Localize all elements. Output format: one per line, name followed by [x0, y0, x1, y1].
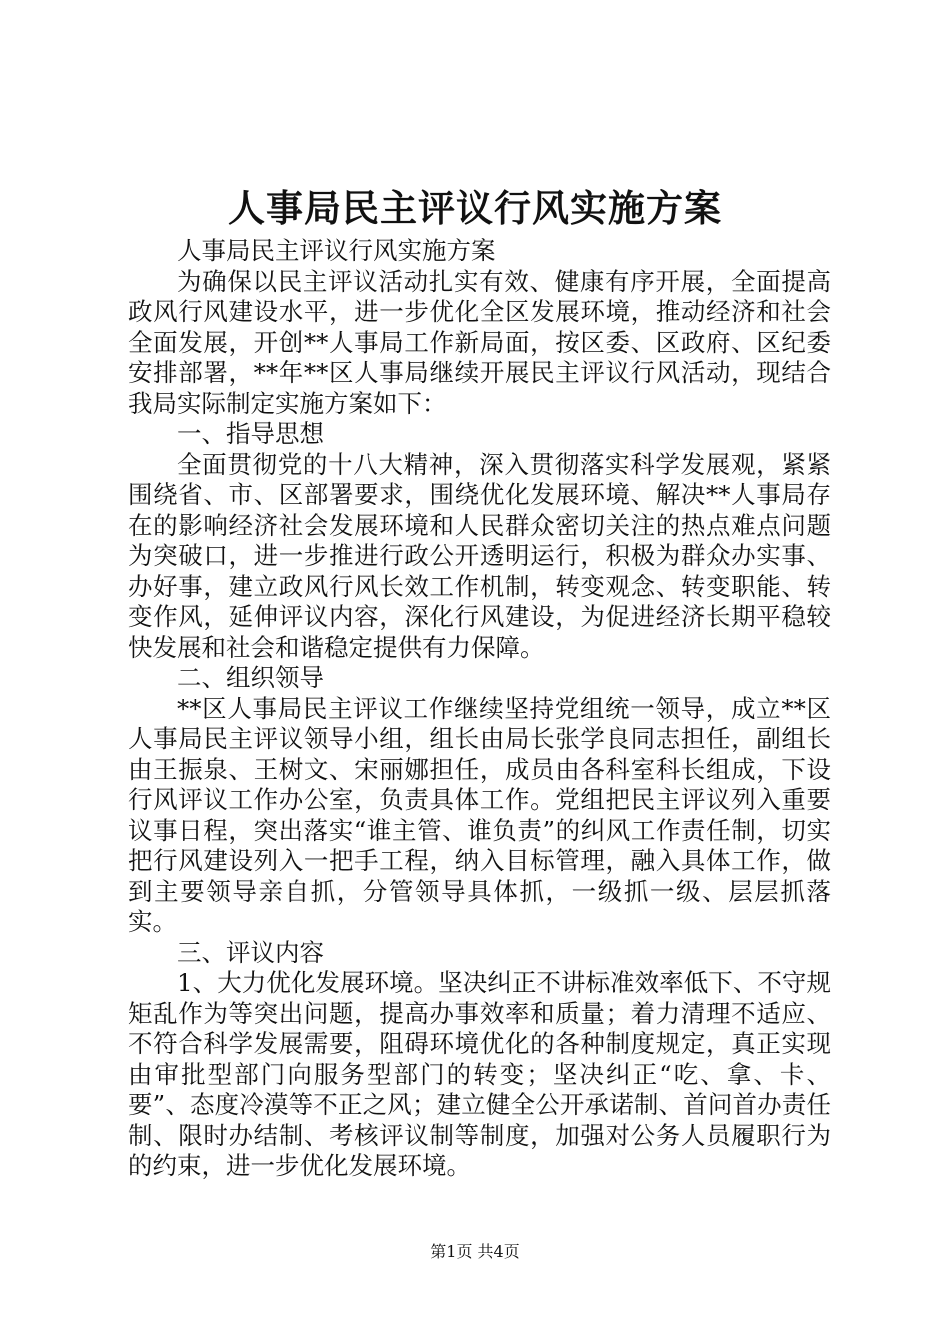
document-body	[128, 236, 831, 1182]
document-title: 人事局民主评议行风实施方案	[228, 186, 722, 230]
organization-paragraph: **区人事局民主评议工作继续坚持党组统一领导，成立**区人事局民主评议领导小组，组长由局长张学良同志担任，副组长由王振泉、王树文、宋丽娜担任，成员由各科室科长组成，下设行风评议工作办公室，负责具体工作。党组把民主评议列入重要议事日程，突出落实“谁主管、谁负责”的纠风工作责任制，切实把行风建设列入一把手工程，纳入目标管理，融入具体工作，做到主要领导亲自抓，分管领导具体抓，一级抓一级、层层抓落实。	[128, 693, 831, 936]
section-heading-organization: 二、组织领导	[177, 663, 324, 692]
guiding-ideology-paragraph: 全面贯彻党的十八大精神，深入贯彻落实科学发展观，紧紧围绕省、市、区部署要求，围绕优化发展环境、解决**人事局存在的影响经济社会发展环境和人民群众密切关注的热点难点问题为突破口，进一步推进行政公开透明运行，积极为群众办实事、办好事，建立政风行风长效工作机制，转变观念、转变职能、转变作风，延伸评议内容，深化行风建设，为促进经济长期平稳较快发展和社会和谐稳定提供有力保障。	[128, 449, 831, 662]
intro-paragraph: 为确保以民主评议活动扎实有效、健康有序开展，全面提高政风行风建设水平，进一步优化全区发展环境，推动经济和社会全面发展，开创**人事局工作新局面，按区委、区政府、区纪委安排部署，**年**区人事局继续开展民主评议行风活动，现结合我局实际制定实施方案如下：	[128, 266, 831, 418]
section-heading-guiding-ideology: 一、指导思想	[177, 419, 324, 448]
page-footer: 第1页 共4页	[430, 1242, 520, 1261]
section-heading-evaluation-content: 三、评议内容	[177, 937, 324, 967]
subtitle-paragraph: 人事局民主评议行风实施方案	[177, 236, 496, 265]
evaluation-item-1-paragraph: 1、大力优化发展环境。坚决纠正不讲标准效率低下、不守规矩乱作为等突出问题，提高办事效率和质量；着力清理不适应、不符合科学发展需要，阻碍环境优化的各种制度规定，真正实现由审批型部门向服务型部门的转变；坚决纠正“吃、拿、卡、要”、态度冷漠等不正之风；建立健全公开承诺制、首问首办责任制、限时办结制、考核评议制等制度，加强对公务人员履职行为的约束，进一步优化发展环境。	[128, 968, 831, 1180]
